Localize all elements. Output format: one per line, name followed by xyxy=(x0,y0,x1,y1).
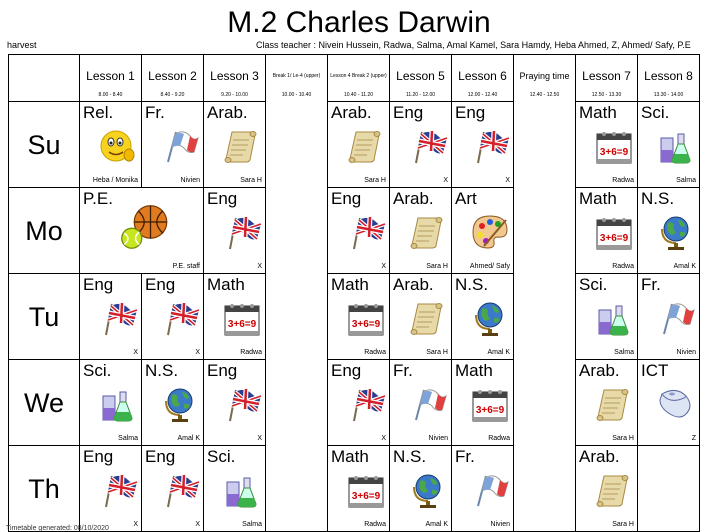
lesson-cell xyxy=(80,274,142,360)
column-header xyxy=(142,55,204,102)
lesson-cell xyxy=(204,102,266,188)
lesson-cell xyxy=(204,446,266,532)
lab-beaker-icon xyxy=(98,384,138,424)
paint-palette-icon xyxy=(470,212,510,252)
column-header xyxy=(514,55,576,102)
teacher-label: X xyxy=(381,435,386,442)
day-cell xyxy=(9,360,80,446)
teacher-label: Nivien xyxy=(428,435,448,442)
teacher-label: Salma xyxy=(242,521,262,528)
teacher-label: Nivien xyxy=(490,521,510,528)
lesson-cell xyxy=(390,360,452,446)
teacher-label: P.E. staff xyxy=(172,263,200,270)
lesson-cell xyxy=(80,188,204,274)
lesson-cell xyxy=(390,446,452,532)
svg-text:3+6=9: 3+6=9 xyxy=(475,405,505,416)
teacher-label: X xyxy=(133,521,138,528)
subject-label: Math xyxy=(579,189,617,208)
subject-label: P.E. xyxy=(83,189,113,208)
column-name: Break 1/ Le-4 (upper) xyxy=(272,73,321,79)
lesson-cell xyxy=(390,188,452,274)
column-header xyxy=(390,55,452,102)
column-time: 10.40 - 11.20 xyxy=(343,92,374,98)
column-time: 8.40 - 9.20 xyxy=(160,92,185,98)
teacher-label: X xyxy=(195,521,200,528)
column-name: Lesson 8 xyxy=(644,69,693,83)
globe-icon xyxy=(408,470,448,510)
subject-label: Math xyxy=(579,103,617,122)
math-calendar-icon xyxy=(346,470,386,510)
empty-cell xyxy=(266,360,328,446)
column-time: 12.50 - 13.30 xyxy=(591,92,622,98)
lesson-cell xyxy=(638,360,700,446)
teacher-label: X xyxy=(133,349,138,356)
day-label: We xyxy=(23,388,64,418)
subject-label: Eng xyxy=(207,189,238,208)
subject-label: Arab. xyxy=(207,103,248,122)
lesson-cell xyxy=(142,274,204,360)
subject-label: Eng xyxy=(83,447,114,466)
day-cell xyxy=(9,446,80,532)
subject-label: Arab. xyxy=(393,189,434,208)
footer-note: Timetable generated: 08/10/2020 xyxy=(6,525,109,532)
uk-flag-icon xyxy=(408,126,448,166)
math-calendar-icon xyxy=(594,212,634,252)
day-cell xyxy=(9,102,80,188)
subject-label: Eng xyxy=(331,361,362,380)
teacher-label: Amal K xyxy=(425,521,448,528)
sports-balls-icon xyxy=(118,202,168,252)
subject-label: Arab. xyxy=(579,361,620,380)
teacher-label: X xyxy=(257,435,262,442)
scroll-icon xyxy=(408,298,448,338)
subject-label: Fr. xyxy=(641,275,661,294)
teacher-label: Radwa xyxy=(612,177,634,184)
subject-label: Eng xyxy=(455,103,486,122)
globe-icon xyxy=(160,384,200,424)
day-label: Su xyxy=(27,130,61,160)
globe-icon xyxy=(470,298,510,338)
column-time: 12.00 - 12.40 xyxy=(467,92,498,98)
subject-label: Sci. xyxy=(641,103,670,122)
page-title: M.2 Charles Darwin xyxy=(227,6,491,39)
lesson-cell xyxy=(142,360,204,446)
teacher-label: Sara H xyxy=(426,349,448,356)
subject-label: Math xyxy=(331,447,369,466)
smiley-icon xyxy=(98,126,138,166)
uk-flag-icon xyxy=(222,212,262,252)
column-header xyxy=(638,55,700,102)
day-label: Mo xyxy=(25,216,63,246)
lesson-cell xyxy=(452,274,514,360)
column-header xyxy=(80,55,142,102)
teacher-label: Sara H xyxy=(612,521,634,528)
lesson-cell xyxy=(80,360,142,446)
empty-cell xyxy=(514,446,576,532)
teacher-label: Heba / Monika xyxy=(92,177,138,184)
column-header xyxy=(266,55,328,102)
scroll-icon xyxy=(222,126,262,166)
lesson-cell xyxy=(328,360,390,446)
teacher-label: Radwa xyxy=(240,349,262,356)
computer-mouse-icon xyxy=(656,384,696,424)
lesson-cell xyxy=(204,188,266,274)
column-name: Lesson 2 xyxy=(148,69,197,83)
french-flag-icon xyxy=(160,126,200,166)
subject-label: N.S. xyxy=(455,275,489,294)
column-name: Lesson 4 Break 2 (upper) xyxy=(330,73,387,79)
teacher-label: Z xyxy=(691,435,696,442)
subject-label: Arab. xyxy=(393,275,434,294)
subject-label: Eng xyxy=(393,103,424,122)
column-time: 8.00 - 8.40 xyxy=(98,92,123,98)
svg-text:3+6=9: 3+6=9 xyxy=(351,319,381,330)
svg-text:3+6=9: 3+6=9 xyxy=(599,147,629,158)
scroll-icon xyxy=(594,470,634,510)
subject-label: Sci. xyxy=(579,275,608,294)
teacher-label: X xyxy=(381,263,386,270)
column-header xyxy=(576,55,638,102)
scroll-icon xyxy=(346,126,386,166)
svg-text:3+6=9: 3+6=9 xyxy=(599,233,629,244)
uk-flag-icon xyxy=(222,384,262,424)
column-time: 12.40 - 12.50 xyxy=(529,92,560,98)
lesson-cell xyxy=(204,360,266,446)
teacher-label: Ahmed/ Safy xyxy=(469,263,510,270)
corner-cell xyxy=(9,55,80,102)
teacher-label: X xyxy=(443,177,448,184)
uk-flag-icon xyxy=(160,298,200,338)
teacher-label: Radwa xyxy=(612,263,634,270)
lab-beaker-icon xyxy=(594,298,634,338)
lesson-cell xyxy=(328,446,390,532)
column-name: Lesson 7 xyxy=(582,69,631,83)
teacher-label: Radwa xyxy=(488,435,510,442)
empty-cell xyxy=(266,102,328,188)
subject-label: Rel. xyxy=(83,103,114,122)
empty-cell xyxy=(514,274,576,360)
teacher-label: Sara H xyxy=(612,435,634,442)
lesson-cell xyxy=(204,274,266,360)
empty-cell xyxy=(638,446,700,532)
scroll-icon xyxy=(408,212,448,252)
lab-beaker-icon xyxy=(222,470,262,510)
globe-icon xyxy=(656,212,696,252)
empty-cell xyxy=(514,188,576,274)
day-label: Th xyxy=(28,474,60,504)
teacher-label: Sara H xyxy=(364,177,386,184)
french-flag-icon xyxy=(408,384,448,424)
empty-cell xyxy=(266,188,328,274)
lesson-cell xyxy=(452,188,514,274)
lesson-cell xyxy=(142,446,204,532)
column-time: 10.00 - 10.40 xyxy=(281,92,312,98)
uk-flag-icon xyxy=(160,470,200,510)
subject-label: Eng xyxy=(145,447,176,466)
lesson-cell xyxy=(576,360,638,446)
french-flag-icon xyxy=(470,470,510,510)
lesson-cell xyxy=(142,102,204,188)
math-calendar-icon xyxy=(594,126,634,166)
lesson-cell xyxy=(576,102,638,188)
class-teacher-line: Class teacher : Nivein Hussein, Radwa, Salma, Amal Kamel, Sara Hamdy, Heba Ahmed, Z, Ahmed/ Safy, P.E xyxy=(256,40,691,50)
teacher-label: X xyxy=(505,177,510,184)
subject-label: Fr. xyxy=(145,103,165,122)
french-flag-icon xyxy=(656,298,696,338)
svg-text:3+6=9: 3+6=9 xyxy=(351,491,381,502)
teacher-label: Radwa xyxy=(364,521,386,528)
subject-label: ICT xyxy=(641,361,669,380)
subject-label: N.S. xyxy=(641,189,675,208)
lesson-cell xyxy=(638,188,700,274)
column-header xyxy=(328,55,390,102)
teacher-label: Nivien xyxy=(180,177,200,184)
column-name: Lesson 1 xyxy=(86,69,135,83)
teacher-label: X xyxy=(257,263,262,270)
subject-label: Math xyxy=(207,275,245,294)
teacher-label: Salma xyxy=(676,177,696,184)
subject-label: Arab. xyxy=(331,103,372,122)
lesson-cell xyxy=(80,446,142,532)
scroll-icon xyxy=(594,384,634,424)
lesson-cell xyxy=(576,274,638,360)
teacher-label: Radwa xyxy=(364,349,386,356)
math-calendar-icon xyxy=(222,298,262,338)
teacher-label: X xyxy=(195,349,200,356)
lesson-cell xyxy=(452,360,514,446)
column-header xyxy=(204,55,266,102)
teacher-label: Nivien xyxy=(676,349,696,356)
math-calendar-icon xyxy=(470,384,510,424)
teacher-label: Amal K xyxy=(177,435,200,442)
uk-flag-icon xyxy=(346,384,386,424)
svg-text:3+6=9: 3+6=9 xyxy=(227,319,257,330)
column-name: Lesson 5 xyxy=(396,69,445,83)
lesson-cell xyxy=(452,446,514,532)
empty-cell xyxy=(514,102,576,188)
lesson-cell xyxy=(576,188,638,274)
uk-flag-icon xyxy=(98,470,138,510)
teacher-label: Salma xyxy=(614,349,634,356)
lesson-cell xyxy=(390,274,452,360)
subject-label: Fr. xyxy=(455,447,475,466)
subject-label: Art xyxy=(455,189,477,208)
lesson-cell xyxy=(576,446,638,532)
column-time: 9.20 - 10.00 xyxy=(221,92,248,98)
lesson-cell xyxy=(638,102,700,188)
subject-label: Eng xyxy=(145,275,176,294)
lesson-cell xyxy=(328,188,390,274)
school-name: harvest xyxy=(7,40,37,50)
empty-cell xyxy=(266,274,328,360)
subject-label: Fr. xyxy=(393,361,413,380)
subject-label: N.S. xyxy=(145,361,179,380)
lesson-cell xyxy=(638,274,700,360)
column-name: Praying time xyxy=(519,71,570,81)
column-header xyxy=(452,55,514,102)
math-calendar-icon xyxy=(346,298,386,338)
day-cell xyxy=(9,274,80,360)
day-label: Tu xyxy=(28,302,60,332)
teacher-label: Sara H xyxy=(426,263,448,270)
lesson-cell xyxy=(452,102,514,188)
lesson-cell xyxy=(328,102,390,188)
lesson-cell xyxy=(80,102,142,188)
subject-label: Math xyxy=(331,275,369,294)
uk-flag-icon xyxy=(98,298,138,338)
subject-label: Eng xyxy=(331,189,362,208)
subject-label: Sci. xyxy=(83,361,112,380)
subject-label: Eng xyxy=(207,361,238,380)
uk-flag-icon xyxy=(346,212,386,252)
subject-label: Math xyxy=(455,361,493,380)
subject-label: Eng xyxy=(83,275,114,294)
subject-label: N.S. xyxy=(393,447,427,466)
subject-label: Sci. xyxy=(207,447,236,466)
empty-cell xyxy=(514,360,576,446)
empty-cell xyxy=(266,446,328,532)
column-name: Lesson 6 xyxy=(458,69,507,83)
teacher-label: Amal K xyxy=(673,263,696,270)
subject-label: Arab. xyxy=(579,447,620,466)
lesson-cell xyxy=(328,274,390,360)
lesson-cell xyxy=(390,102,452,188)
teacher-label: Amal K xyxy=(487,349,510,356)
lab-beaker-icon xyxy=(656,126,696,166)
timetable-grid xyxy=(8,54,700,532)
day-cell xyxy=(9,188,80,274)
column-time: 13.30 - 14.00 xyxy=(653,92,684,98)
teacher-label: Salma xyxy=(118,435,138,442)
teacher-label: Sara H xyxy=(240,177,262,184)
uk-flag-icon xyxy=(470,126,510,166)
column-name: Lesson 3 xyxy=(210,69,259,83)
column-time: 11.20 - 12.00 xyxy=(405,92,436,98)
